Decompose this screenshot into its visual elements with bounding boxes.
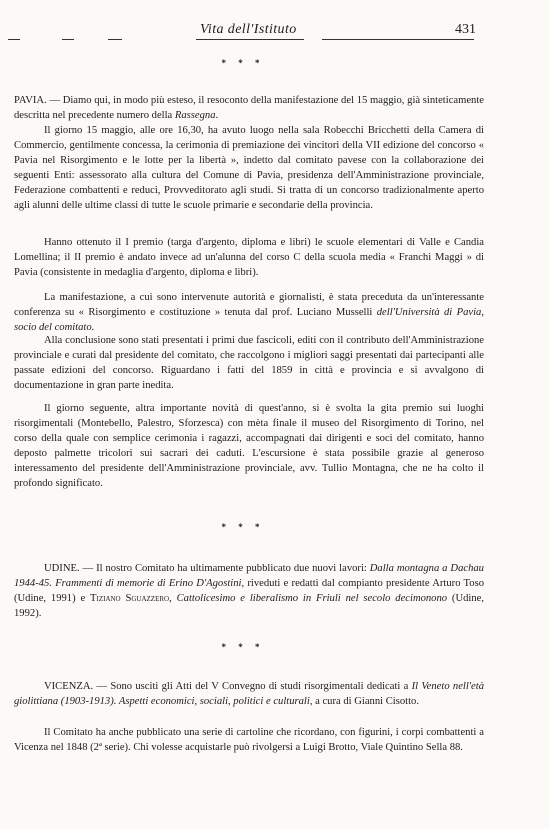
header-rule [196, 39, 304, 40]
pavia-paragraph-4-text: La manifestazione, a cui sono intervenute autorità e giornalisti, è stata preceduta da un'interessante conferenza su « Risorgimento e costituzione » tenuta dal prof. Luciano Musselli [14, 292, 484, 318]
udine-book-title-1: Dalla montagna a Dachau 1944-45. Frammenti di memorie di Erino D'Agostini [14, 563, 484, 589]
header-rule [322, 39, 474, 40]
pavia-paragraph-1-end: . [215, 109, 219, 121]
section-heading-vicenza: VICENZA. — [44, 681, 111, 692]
vicenza-book-title: Il Veneto nell'età giolittiana (1903-1913). Aspetti economici, sociali, politici e culturali [14, 681, 484, 707]
udine-author: Tiziano Sguazzero [90, 592, 170, 604]
section-heading-udine: UDINE. — [44, 563, 97, 574]
running-header-title: Vita dell'Istituto [200, 22, 297, 37]
header-rule [62, 39, 74, 40]
pavia-paragraph-1 [14, 94, 484, 124]
vicenza-text-2: , a cura di Gianni Cisotto. [309, 695, 419, 707]
vicenza-paragraph-2: Il Comitato ha anche pubblicato una serie di cartoline che ricordano, con figurini, i corpi combattenti a Vicenza nel 1848 (2ª serie). Chi volesse acquistarle può rivolgersi a Luigi Brotto, Viale Quintino Sella 88. [14, 727, 484, 753]
udine-text-4: (Udine, 1992). [14, 592, 484, 619]
pavia-paragraph-3: Hanno ottenuto il I premio (targa d'argento, diploma e libri) le scuole elementari di Valle e Candia Lomellina; il II premio è andato invece ad un'alunna del corso C della scuola media « Franchi Maggi » di Pavia (consistente in medaglia d'argento, diploma e libri). [14, 237, 484, 278]
udine-text-1: Il nostro Comitato ha ultimamente pubblicato due nuovi lavori: [96, 563, 370, 574]
pavia-paragraph-4-italic: dell'Università di Pavia, socio del comitato. [14, 306, 484, 333]
udine-paragraph [14, 562, 484, 622]
udine-text-3: , [169, 592, 177, 604]
pavia-paragraph-2: Il giorno 15 maggio, alle ore 16,30, ha avuto luogo nella sala Robecchi Bricchetti della Camera di Commercio, gentilmente concessa, la cerimonia di premiazione dei vincitori della VII edizione del concorso « Pavia nel Risorgimento e le lotte per la libertà », indetto dal comitato pavese con la collaborazione dei seguenti Enti: assessorato alla cultura del Comune di Pavia, presidenza dell'Amministrazione provinciale, Federazione combattenti e reduci, Provveditorato agli studi. Si tratta di un concorso tradizionalmente aperto agli alunni delle ultime classi di tutte le scuole primarie e secondarie della provincia. [14, 125, 484, 211]
section-heading-pavia: PAVIA. — [14, 95, 63, 106]
pavia-paragraph-1-text: Diamo qui, in modo più esteso, il resoconto della manifestazione del 15 maggio, già sinteticamente descritta nel precedente numero della [14, 95, 484, 121]
vicenza-text-1: Sono usciti gli Atti del V Convegno di studi risorgimentali dedicati a [110, 681, 412, 692]
header-rule [108, 39, 122, 40]
pavia-paragraph-5: Alla conclusione sono stati presentati i primi due fascicoli, editi con il contributo dell'Amministrazione provinciale e curati dal presidente del comitato, che raccolgono i migliori saggi presentati dai partecipanti alle passate edizioni del concorso. Riguardano i fatti del 1859 in città e provincia e si avvalgono di documentazione in gran parte inedita. [14, 335, 484, 391]
section-separator: * * * [221, 58, 265, 68]
section-separator: * * * [221, 642, 265, 652]
header-rule [8, 39, 20, 40]
section-separator: * * * [221, 522, 265, 532]
pavia-paragraph-6: Il giorno seguente, altra importante novità di quest'anno, si è svolta la gita premio sui luoghi risorgimentali (Montebello, Palestro, Sforzesca) con mèta finale il museo del Risorgimento di Torino, nel corso della quale con semplice cerimonia i ragazzi, accompagnati dai dirigenti e soci del comitato, hanno deposto palmette tricolori sui sacrari dei caduti. L'escursione è stata possibile grazie al generoso interessamento del presidente dell'Amministrazione provinciale, avv. Tullio Montagna, che ne ha colto il profondo significato. [14, 403, 484, 489]
pavia-paragraph-4 [14, 291, 484, 336]
rassegna-title: Rassegna [174, 109, 216, 121]
udine-text-2: , riveduti e redatti dal compianto presidente Arturo Toso (Udine, 1991) e [14, 577, 484, 604]
page-number: 431 [455, 22, 476, 37]
vicenza-paragraph-1 [14, 680, 484, 710]
udine-book-title-2: Cattolicesimo e liberalismo in Friuli nel secolo decimonono [176, 592, 448, 604]
